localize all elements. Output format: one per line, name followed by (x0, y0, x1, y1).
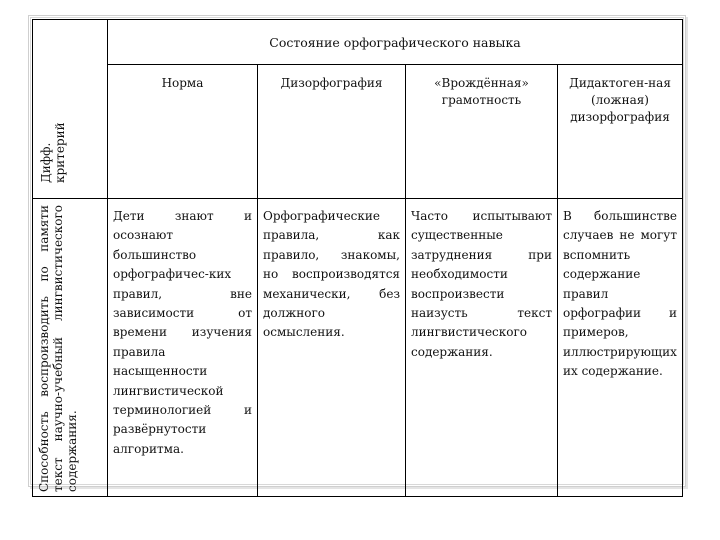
table-title: Состояние орфографического навыка (108, 20, 683, 65)
cell-didactogenic: В большинстве случаев не могут вспомнить содержание правил орфографии и примеров, иллюстрирующих их содержание. (558, 199, 683, 497)
criterion-header: Дифф. критерий (39, 122, 67, 183)
row-criterion: Способность воспроизводить по памяти текст научно-учебный лингвистического содержания. (37, 205, 79, 492)
column-header-didactogenic: Дидактоген-ная (ложная) дизорфография (558, 65, 683, 199)
cell-innate-literacy: Часто испытывают существенные затруднения при необходимости воспроизвести наизусть текст лингвистического содержания. (406, 199, 558, 497)
cell-dysorthography: Орфографические правила, как правило, знакомы, но воспроизводятся механически, без должного осмысления. (258, 199, 406, 497)
criterion-header-cell (33, 20, 108, 199)
cell-norm: Дети знают и осознают большинство орфографичес-ких правил, вне зависимости от времени изучения правила насыщенности лингвистической терминологией и развёрнутости алгоритма. (108, 199, 258, 497)
spelling-skill-table (32, 19, 683, 497)
row-criterion-cell (33, 199, 108, 497)
column-header-dysorthography: Дизорфография (258, 65, 406, 199)
column-header-norm: Норма (108, 65, 258, 199)
column-header-innate-literacy: «Врождённая» грамотность (406, 65, 558, 199)
